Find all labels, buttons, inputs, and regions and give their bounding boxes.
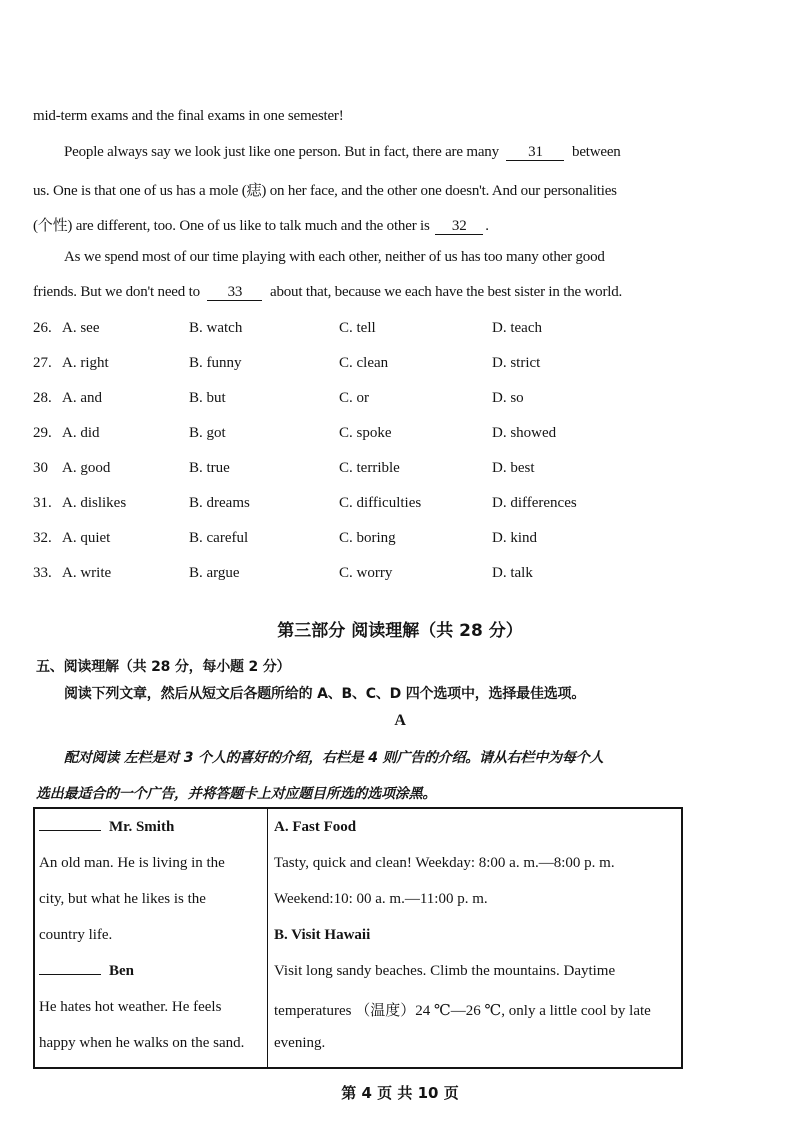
- person-1-row: [39, 819, 174, 836]
- person-2-desc: He hates hot weather. He feels: [39, 999, 222, 1015]
- answer-blank-32: 32: [435, 219, 483, 235]
- option-a: A. see: [62, 320, 100, 336]
- answer-blank: [39, 974, 101, 975]
- ad-b-desc: evening.: [274, 1035, 326, 1051]
- option-b: B. argue: [189, 565, 240, 581]
- option-a: A. quiet: [62, 530, 111, 546]
- ad-a-desc: Tasty, quick and clean! Weekday: 8:00 a. m.—8:00 p. m.: [274, 855, 615, 871]
- person-1-desc: city, but what he likes is the: [39, 891, 206, 907]
- section-instruction: 阅读下列文章，然后从短文后各题所给的 A、B、C、D 四个选项中，选择最佳选项。: [64, 686, 586, 702]
- match-intro: 配对阅读 左栏是对 3 个人的喜好的介绍，右栏是 4 则广告的介绍。请从右栏中为每个人: [64, 750, 604, 766]
- option-c: C. spoke: [339, 425, 392, 441]
- match-intro: 选出最适合的一个广告，并将答题卡上对应题目所选的选项涂黑。: [36, 786, 437, 802]
- option-b: B. but: [189, 390, 226, 406]
- option-c: C. difficulties: [339, 495, 422, 511]
- option-a: A. and: [62, 390, 102, 406]
- passage-line: [33, 214, 489, 235]
- question-number: 28.: [33, 390, 52, 406]
- ad-b-title: B. Visit Hawaii: [274, 927, 371, 943]
- ad-b-desc: Visit long sandy beaches. Climb the mountains. Daytime: [274, 963, 616, 979]
- person-2-desc: happy when he walks on the sand.: [39, 1035, 245, 1051]
- option-c: C. boring: [339, 530, 396, 546]
- answer-blank-33: 33: [207, 285, 262, 301]
- person-1-desc: An old man. He is living in the: [39, 855, 225, 871]
- option-b: B. watch: [189, 320, 243, 336]
- option-d: D. kind: [492, 530, 537, 546]
- option-b: B. funny: [189, 355, 242, 371]
- option-c: C. tell: [339, 320, 376, 336]
- question-number: 30: [33, 460, 48, 476]
- left-column: [34, 808, 268, 1068]
- passage-line: mid-term exams and the final exams in one semester!: [33, 108, 344, 124]
- option-d: D. teach: [492, 320, 542, 336]
- right-column: [268, 808, 683, 1068]
- question-number: 31.: [33, 495, 52, 511]
- option-b: B. careful: [189, 530, 249, 546]
- section-title: 第三部分 阅读理解（共 28 分）: [277, 621, 523, 641]
- passage-text: friends. But we don't need to: [33, 284, 200, 300]
- section-heading: 五、阅读理解（共 28 分，每小题 2 分）: [36, 659, 291, 675]
- option-d: D. so: [492, 390, 524, 406]
- person-2-row: [39, 963, 134, 980]
- question-number: 33.: [33, 565, 52, 581]
- option-a: A. write: [62, 565, 112, 581]
- question-number: 32.: [33, 530, 52, 546]
- passage-line: As we spend most of our time playing with each other, neither of us has too many other good: [64, 249, 605, 265]
- option-a: A. good: [62, 460, 111, 476]
- option-d: D. talk: [492, 565, 533, 581]
- option-d: D. strict: [492, 355, 541, 371]
- option-c: C. or: [339, 390, 369, 406]
- option-d: D. best: [492, 460, 535, 476]
- option-a: A. dislikes: [62, 495, 127, 511]
- passage-letter: A: [394, 712, 406, 729]
- option-b: B. dreams: [189, 495, 250, 511]
- answer-blank-31: 31: [506, 145, 564, 161]
- person-1-name: Mr. Smith: [109, 819, 175, 835]
- option-c: C. clean: [339, 355, 389, 371]
- ad-a-title: A. Fast Food: [274, 819, 357, 835]
- question-number: 27.: [33, 355, 52, 371]
- passage-text: about that, because we each have the best sister in the world.: [270, 284, 623, 300]
- page-footer: 第 4 页 共 10 页: [341, 1084, 459, 1102]
- passage-line: [33, 284, 622, 301]
- passage-line: us. One is that one of us has a mole (痣) on her face, and the other one doesn't. And our personalities: [33, 183, 617, 199]
- ad-b-desc: temperatures （温度）24 ℃—26 ℃, only a little cool by late: [274, 1003, 651, 1019]
- question-number: 29.: [33, 425, 52, 441]
- option-a: A. right: [62, 355, 109, 371]
- person-2-name: Ben: [109, 963, 135, 979]
- option-d: D. differences: [492, 495, 577, 511]
- option-c: C. terrible: [339, 460, 400, 476]
- person-1-desc: country life.: [39, 927, 113, 943]
- question-number: 26.: [33, 320, 52, 336]
- passage-text: between: [572, 144, 621, 160]
- option-d: D. showed: [492, 425, 557, 441]
- option-b: B. true: [189, 460, 230, 476]
- option-b: B. got: [189, 425, 226, 441]
- passage-text: People always say we look just like one person. But in fact, there are many: [64, 144, 499, 160]
- option-c: C. worry: [339, 565, 393, 581]
- ad-a-desc: Weekend:10: 00 a. m.—11:00 p. m.: [274, 891, 488, 907]
- matching-table: [33, 807, 683, 1069]
- passage-text: .: [485, 218, 489, 234]
- option-a: A. did: [62, 425, 100, 441]
- answer-blank: [39, 830, 101, 831]
- passage-text: (个性) are different, too. One of us like to talk much and the other is: [33, 218, 430, 234]
- passage-line: [64, 144, 621, 161]
